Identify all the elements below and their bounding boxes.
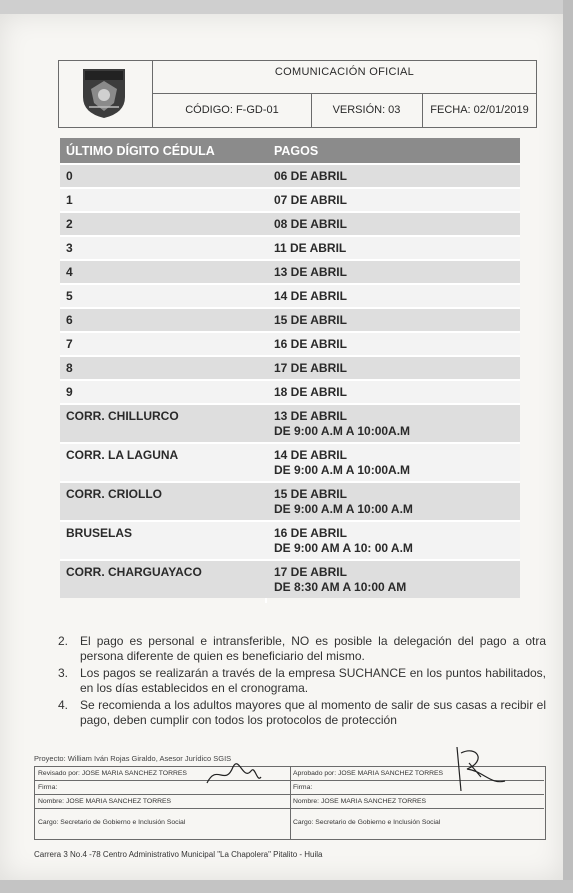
row-payment	[274, 313, 347, 328]
payment-time: DE 8:30 AM A 10:00 AM	[274, 580, 407, 594]
payment-time: DE 9:00 A.M A 10:00 A.M	[274, 502, 413, 516]
row-digit: CORR. CHARGUAYACO	[66, 565, 202, 579]
logo-cell	[59, 61, 153, 127]
note-text: Se recomienda a los adultos mayores que al momento de salir de sus casas a recibir el pago, deben cumplir con todos los protocolos de protección	[80, 698, 546, 727]
payment-date: 16 DE ABRIL	[274, 526, 347, 540]
row-payment	[274, 241, 346, 256]
row-payment	[274, 265, 347, 280]
bottom-margin	[0, 880, 573, 893]
table-row	[60, 259, 520, 283]
row-digit: 7	[66, 337, 73, 351]
table-header	[60, 138, 520, 163]
signature-scribble-left	[203, 753, 263, 793]
notes-list	[58, 634, 546, 730]
fecha-field: FECHA: 02/01/2019	[430, 104, 529, 116]
row-payment	[274, 487, 413, 517]
note-text: Los pagos se realizarán a través de la empresa SUCHANCE en los puntos habilitados, en los días establecidos en el cronograma.	[80, 666, 546, 695]
payment-date: 07 DE ABRIL	[274, 193, 347, 207]
note-text: El pago es personal e intransferible, NO es posible la delegación del pago a otra persona diferente de quien es beneficiario del mismo.	[80, 634, 546, 663]
row-digit: 6	[66, 313, 73, 327]
payment-time: DE 9:00 AM A 10: 00 A.M	[274, 541, 413, 555]
note-item: 2. El pago es personal e intransferible, NO es posible la delegación del pago a otra persona diferente de quien es beneficiario del mismo.	[58, 634, 546, 663]
firma-label: Firma:	[35, 781, 290, 795]
table-row	[60, 520, 520, 559]
row-digit: 5	[66, 289, 73, 303]
table-row	[60, 481, 520, 520]
row-digit: 9	[66, 385, 73, 399]
row-payment	[274, 289, 347, 304]
row-payment	[274, 526, 413, 556]
table-row	[60, 331, 520, 355]
payment-date: 15 DE ABRIL	[274, 487, 347, 501]
note-item: 4. Se recomienda a los adultos mayores que al momento de salir de sus casas a recibir el pago, deben cumplir con todos los protocolos de protección	[58, 698, 546, 727]
row-digit: CORR. LA LAGUNA	[66, 448, 179, 462]
table-row	[60, 283, 520, 307]
row-payment	[274, 448, 410, 478]
row-payment	[274, 217, 347, 232]
row-payment	[274, 169, 347, 184]
row-payment	[274, 409, 410, 439]
row-payment	[274, 193, 347, 208]
row-digit: BRUSELAS	[66, 526, 133, 540]
row-payment	[274, 337, 347, 352]
payment-date: 13 DE ABRIL	[274, 265, 347, 279]
cargo-field: Cargo: Secretario de Gobierno e Inclusión Social	[38, 819, 186, 826]
document-header	[58, 60, 537, 128]
table-row	[60, 211, 520, 235]
payment-date: 16 DE ABRIL	[274, 337, 347, 351]
payment-date: 17 DE ABRIL	[274, 565, 347, 579]
header-ultimo-digito: ÚLTIMO DÍGITO CÉDULA	[66, 144, 215, 158]
row-digit: CORR. CHILLURCO	[66, 409, 179, 423]
row-digit: 2	[66, 217, 73, 231]
firma-label: Firma:	[290, 781, 544, 795]
row-digit: 8	[66, 361, 73, 375]
row-digit: CORR. CRIOLLO	[66, 487, 162, 501]
row-payment	[274, 361, 347, 376]
payment-date: 06 DE ABRIL	[274, 169, 347, 183]
table-row	[60, 235, 520, 259]
row-payment	[274, 385, 347, 400]
header-pagos: PAGOS	[274, 144, 319, 158]
row-digit: 1	[66, 193, 73, 207]
signature-table	[34, 766, 546, 840]
table-row	[60, 379, 520, 403]
payment-schedule-table	[60, 138, 520, 598]
payment-date: 08 DE ABRIL	[274, 217, 347, 231]
payment-date: 14 DE ABRIL	[274, 289, 347, 303]
payment-date: 11 DE ABRIL	[274, 241, 347, 255]
codigo-field: CÓDIGO: F-GD-01	[153, 94, 312, 127]
signature-scribble-right	[447, 741, 509, 801]
top-margin	[0, 0, 573, 14]
payment-date: 15 DE ABRIL	[274, 313, 347, 327]
row-digit: 3	[66, 241, 73, 255]
proyecto-line: Proyecto: William Iván Rojas Giraldo, Asesor Jurídico SGIS	[34, 754, 232, 763]
nombre-field: Nombre: JOSE MARIA SANCHEZ TORRES	[35, 795, 290, 809]
revisado-por: Revisado por: JOSE MARIA SANCHEZ TORRES	[35, 767, 290, 781]
table-row	[60, 163, 520, 187]
version-field: VERSIÓN: 03	[311, 94, 423, 127]
document-page	[0, 14, 563, 880]
table-row	[60, 403, 520, 442]
table-row	[60, 307, 520, 331]
payment-date: 13 DE ABRIL	[274, 409, 347, 423]
payment-date: 14 DE ABRIL	[274, 448, 347, 462]
table-row	[60, 559, 520, 598]
row-digit: 0	[66, 169, 73, 183]
payment-date: 18 DE ABRIL	[274, 385, 347, 399]
row-digit: 4	[66, 265, 73, 279]
footer-address: Carrera 3 No.4 -78 Centro Administrativo Municipal "La Chapolera" Pitalito - Huila	[34, 850, 323, 859]
table-row	[60, 442, 520, 481]
table-row	[60, 187, 520, 211]
note-item: 3. Los pagos se realizarán a través de la empresa SUCHANCE en los puntos habilitados, en los días establecidos en el cronograma.	[58, 666, 546, 695]
row-payment	[274, 565, 406, 595]
table-row	[60, 355, 520, 379]
payment-date: 17 DE ABRIL	[274, 361, 347, 375]
aprobado-por: Aprobado por: JOSE MARIA SANCHEZ TORRES	[290, 767, 544, 781]
page-edge	[563, 0, 573, 893]
nombre-field: Nombre: JOSE MARIA SANCHEZ TORRES	[290, 795, 544, 809]
cargo-field: Cargo: Secretario de Gobierno e Inclusión Social	[293, 819, 441, 826]
pitalito-shield-icon	[81, 67, 127, 119]
page-title: COMUNICACIÓN OFICIAL	[153, 61, 536, 94]
payment-time: DE 9:00 A.M A 10:00A.M	[274, 424, 411, 438]
payment-time: DE 9:00 A.M A 10:00A.M	[274, 463, 411, 477]
